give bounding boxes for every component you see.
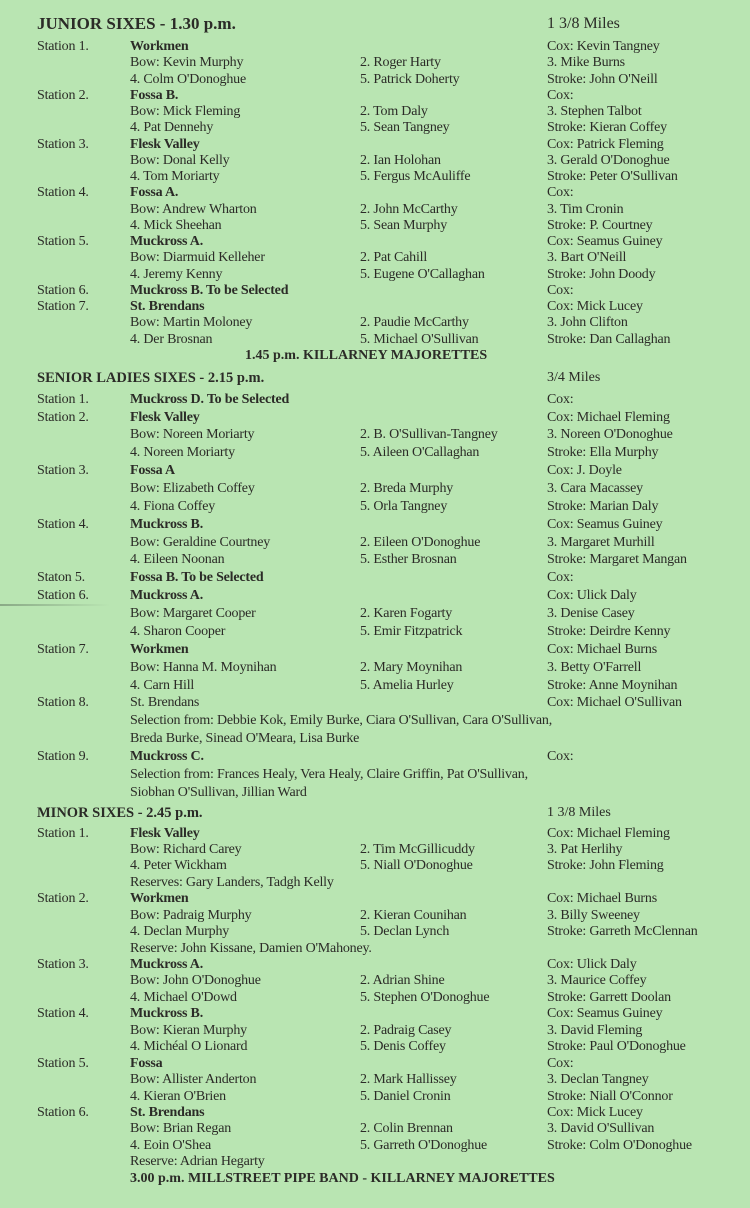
crew-member: 4. Mick Sheehan	[130, 217, 222, 233]
station-row	[0, 234, 750, 250]
crew-member: 4. Michéal O Lionard	[130, 1039, 248, 1055]
club-name: Muckross A.	[130, 234, 203, 249]
crew-member-right: Cox: Mick Lucey	[547, 299, 643, 314]
club-name: Muckross B. To be Selected	[130, 282, 289, 298]
note-text: Reserve: Adrian Hegarty	[130, 1154, 265, 1170]
station-label: Station 6.	[37, 588, 89, 604]
crew-member-right: Cox: Michael Burns	[547, 891, 657, 907]
crew-member: 2. Breda Murphy	[360, 481, 454, 497]
crew-member: 2. Karen Fogarty	[360, 606, 453, 622]
crew-row	[0, 104, 750, 120]
station-row	[0, 826, 750, 842]
crew-member-right: 3. Maurice Coffey	[547, 973, 647, 989]
club-name: Fossa	[130, 1055, 163, 1071]
crew-member-right: Cox: Patrick Fleming	[547, 136, 664, 152]
crew-member: 4. Noreen Moriarty	[130, 445, 235, 461]
crew-member-right: Cox: Ulick Daly	[547, 957, 637, 973]
crew-member-right: Stroke: Kieran Coffey	[547, 120, 667, 136]
crew-member: 5. Garreth O'Donoghue	[360, 1137, 488, 1153]
crew-member-right: Stroke: John Fleming	[547, 858, 664, 874]
crew-member: 5. Amelia Hurley	[360, 677, 454, 693]
crew-member-right: 3. John Clifton	[547, 315, 628, 331]
station-label: Staton 5.	[37, 570, 85, 586]
crew-member-right: 3. Noreen O'Donoghue	[547, 427, 673, 443]
crew-member-right: Cox: Michael Burns	[547, 641, 657, 657]
club-name: Fossa B. To be Selected	[130, 570, 264, 586]
crew-member: 4. Declan Murphy	[130, 924, 230, 940]
crew-row	[0, 169, 750, 185]
note-text: Reserves: Gary Landers, Tadgh Kelly	[130, 874, 334, 890]
crew-row	[0, 332, 750, 348]
crew-member-right: Cox: Seamus Guiney	[547, 234, 663, 249]
crew-member-right: Cox: Kevin Tangney	[547, 39, 660, 54]
crew-member-right: Stroke: Garrett Doolan	[547, 989, 671, 1005]
crew-member: 2. Roger Harty	[360, 55, 441, 71]
crew-member-right: Cox: Mick Lucey	[547, 1104, 643, 1120]
crew-member: 5. Fergus McAuliffe	[360, 169, 471, 184]
station-label: Station 6.	[37, 1104, 89, 1120]
race-section	[0, 368, 750, 802]
crew-row	[0, 924, 750, 940]
crew-member: Bow: Kieran Murphy	[130, 1022, 247, 1038]
crew-member: 2. B. O'Sullivan-Tangney	[360, 427, 498, 443]
crew-row	[0, 677, 750, 695]
crew-member-right: Stroke: Niall O'Connor	[547, 1088, 673, 1104]
note-row	[0, 766, 750, 784]
crew-member: 5. Esther Brosnan	[360, 552, 457, 568]
station-row	[0, 748, 750, 766]
club-name: Muckross A.	[130, 588, 203, 604]
crew-member: 4. Der Brosnan	[130, 331, 213, 347]
crew-member: 5. Orla Tangney	[360, 498, 448, 514]
crew-member: 4. Kieran O'Brien	[130, 1088, 226, 1104]
station-row	[0, 1056, 750, 1072]
station-label: Station 5.	[37, 1055, 89, 1071]
race-heading	[0, 368, 750, 388]
crew-row	[0, 1023, 750, 1039]
note-text: Reserve: John Kissane, Damien O'Mahoney.	[130, 940, 372, 956]
crew-member-right: 3. David O'Sullivan	[547, 1121, 655, 1137]
club-name: Muckross B.	[130, 1006, 203, 1022]
crew-row	[0, 444, 750, 462]
station-label: Station 5.	[37, 234, 89, 249]
crew-row	[0, 267, 750, 283]
crew-row	[0, 551, 750, 569]
station-row	[0, 283, 750, 299]
club-name: St. Brendans	[130, 1104, 205, 1120]
crew-member: 2. Adrian Shine	[360, 973, 445, 989]
station-row	[0, 516, 750, 534]
station-row	[0, 587, 750, 605]
crew-member: 5. Daniel Cronin	[360, 1088, 451, 1104]
crew-member: Bow: Margaret Cooper	[130, 606, 256, 622]
crew-row	[0, 908, 750, 924]
interlude-text: 1.45 p.m. KILLARNEY MAJORETTES	[245, 347, 488, 363]
note-row	[0, 875, 750, 891]
station-label: Station 9.	[37, 748, 89, 764]
crew-row	[0, 605, 750, 623]
crew-member: Bow: Richard Carey	[130, 841, 242, 857]
club-name: Workmen	[130, 641, 189, 657]
note-text: Breda Burke, Sinead O'Meara, Lisa Burke	[130, 731, 360, 747]
crew-member: Bow: Brian Regan	[130, 1121, 232, 1137]
crew-member: 4. Eileen Noonan	[130, 552, 225, 568]
crew-member: 5. Michael O'Sullivan	[360, 331, 479, 347]
station-row	[0, 88, 750, 104]
note-text: Selection from: Frances Healy, Vera Healy, Claire Griffin, Pat O'Sullivan,	[130, 766, 528, 782]
crew-row	[0, 202, 750, 218]
crew-member-right: Cox:	[547, 391, 574, 407]
club-name: Fossa A	[130, 463, 175, 479]
crew-member: 5. Stephen O'Donoghue	[360, 989, 490, 1005]
race-heading	[0, 803, 750, 823]
crew-member: Bow: Allister Anderton	[130, 1072, 257, 1088]
crew-member-right: 3. Cara Macassey	[547, 481, 643, 497]
crew-row	[0, 1089, 750, 1105]
crew-member-right: 3. Gerald O'Donoghue	[547, 152, 670, 168]
crew-member-right: Stroke: Marian Daly	[547, 498, 659, 514]
station-label: Station 3.	[37, 463, 89, 479]
station-row	[0, 391, 750, 409]
crew-member: Bow: Diarmuid Kelleher	[130, 250, 265, 266]
station-label: Station 1.	[37, 391, 89, 407]
station-label: Station 2.	[37, 87, 89, 103]
station-row	[0, 409, 750, 427]
crew-row	[0, 153, 750, 169]
crew-member: 5. Eugene O'Callaghan	[360, 266, 485, 282]
station-label: Station 3.	[37, 136, 89, 152]
station-label: Station 6.	[37, 282, 89, 298]
crew-member-right: 3. Mike Burns	[547, 55, 625, 71]
station-label: Station 2.	[37, 891, 89, 907]
crew-member: 5. Declan Lynch	[360, 924, 450, 940]
crew-member-right: Cox: Michael Fleming	[547, 825, 670, 841]
club-name: Muckross A.	[130, 957, 203, 973]
crew-member: Bow: Martin Moloney	[130, 315, 253, 331]
crew-member: 4. Eoin O'Shea	[130, 1137, 211, 1153]
crew-member-right: Cox: Seamus Guiney	[547, 1006, 663, 1022]
note-text: Selection from: Debbie Kok, Emily Burke, Ciara O'Sullivan, Cara O'Sullivan,	[130, 713, 553, 729]
race-heading	[0, 14, 750, 34]
club-name: Flesk Valley	[130, 409, 200, 425]
crew-member-right: Stroke: Garreth McClennan	[547, 924, 698, 940]
crew-member-right: Cox:	[547, 282, 574, 298]
crew-row	[0, 480, 750, 498]
crew-row	[0, 1039, 750, 1055]
station-label: Station 7.	[37, 641, 89, 657]
club-name: Flesk Valley	[130, 825, 200, 841]
crew-member-right: Cox:	[547, 1055, 574, 1071]
crew-member-right: 3. Margaret Murhill	[547, 534, 655, 550]
crew-member: 5. Niall O'Donoghue	[360, 858, 473, 874]
interlude-event	[0, 1171, 750, 1187]
crew-row	[0, 990, 750, 1006]
station-row	[0, 39, 750, 55]
station-row	[0, 185, 750, 201]
crew-member-right: Cox: Michael Fleming	[547, 409, 670, 425]
crew-member-right: Cox: Ulick Daly	[547, 588, 637, 604]
crew-member: 4. Sharon Cooper	[130, 623, 226, 639]
crew-member-right: Stroke: Margaret Mangan	[547, 552, 687, 568]
crew-member: 4. Colm O'Donoghue	[130, 71, 246, 87]
crew-member: Bow: Geraldine Courtney	[130, 534, 271, 550]
crew-member-right: 3. Denise Casey	[547, 606, 635, 622]
crew-member-right: Stroke: John Doody	[547, 266, 656, 282]
station-label: Station 8.	[37, 695, 89, 711]
crew-member: 4. Tom Moriarty	[130, 169, 220, 184]
club-name: Fossa B.	[130, 87, 179, 103]
station-label: Station 7.	[37, 299, 89, 314]
crew-row	[0, 694, 750, 712]
club-name: St. Brendans	[130, 299, 205, 314]
crew-member: 5. Sean Tangney	[360, 120, 450, 136]
race-distance: 3/4 Miles	[547, 369, 601, 385]
crew-member-right: 3. Bart O'Neill	[547, 250, 627, 266]
crew-member: Bow: Noreen Moriarty	[130, 427, 255, 443]
crew-member: Bow: Padraig Murphy	[130, 907, 252, 923]
crew-member-right: 3. Stephen Talbot	[547, 104, 642, 119]
crew-member: 4. Fiona Coffey	[130, 498, 216, 514]
crew-row	[0, 659, 750, 677]
crew-member-right: 3. David Fleming	[547, 1022, 643, 1038]
station-label: Station 4.	[37, 185, 89, 201]
station-row	[0, 569, 750, 587]
crew-member-right: Cox:	[547, 185, 574, 201]
race-title: JUNIOR SIXES - 1.30 p.m.	[37, 14, 236, 33]
club-name: Workmen	[130, 891, 189, 907]
crew-row	[0, 1072, 750, 1088]
note-text: Siobhan O'Sullivan, Jillian Ward	[130, 784, 307, 800]
crew-member: St. Brendans	[130, 695, 200, 711]
crew-member-right: Stroke: P. Courtney	[547, 217, 653, 233]
note-row	[0, 784, 750, 802]
crew-member: 2. Colin Brennan	[360, 1121, 453, 1137]
interlude-event	[0, 348, 750, 364]
crew-row	[0, 55, 750, 71]
club-name: Muckross B.	[130, 516, 203, 532]
crew-member-right: Stroke: Dan Callaghan	[547, 331, 671, 347]
station-label: Station 4.	[37, 1006, 89, 1022]
station-row	[0, 957, 750, 973]
crew-member-right: 3. Billy Sweeney	[547, 907, 640, 923]
crew-member: Bow: Hanna M. Moynihan	[130, 659, 277, 675]
crew-row	[0, 218, 750, 234]
crew-row	[0, 315, 750, 331]
club-name: Workmen	[130, 39, 189, 54]
crew-member: 2. Tim McGillicuddy	[360, 841, 475, 857]
station-row	[0, 299, 750, 315]
station-row	[0, 137, 750, 153]
crew-row	[0, 498, 750, 516]
crew-member: 5. Sean Murphy	[360, 217, 448, 233]
crew-member: Bow: Andrew Wharton	[130, 201, 257, 217]
crew-member: 5. Emir Fitzpatrick	[360, 623, 463, 639]
club-name: Fossa A.	[130, 185, 179, 201]
crew-member-right: Stroke: Paul O'Donoghue	[547, 1039, 686, 1055]
crew-member-right: 3. Tim Cronin	[547, 201, 624, 217]
race-section	[0, 803, 750, 1187]
station-row	[0, 891, 750, 907]
crew-member: Bow: Kevin Murphy	[130, 55, 244, 71]
crew-row	[0, 72, 750, 88]
crew-row	[0, 120, 750, 136]
crew-member: 5. Denis Coffey	[360, 1039, 446, 1055]
crew-member-right: Stroke: Peter O'Sullivan	[547, 169, 678, 184]
station-label: Station 4.	[37, 516, 89, 532]
crew-member-right: Cox: Michael O'Sullivan	[547, 695, 682, 711]
crew-row	[0, 858, 750, 874]
crew-row	[0, 426, 750, 444]
station-row	[0, 641, 750, 659]
club-name: Flesk Valley	[130, 136, 200, 152]
crew-member: Bow: Donal Kelly	[130, 152, 230, 168]
crew-member: 4. Carn Hill	[130, 677, 195, 693]
crew-member-right: 3. Pat Herlihy	[547, 841, 623, 857]
race-title: SENIOR LADIES SIXES - 2.15 p.m.	[37, 369, 265, 386]
crew-member-right: Cox:	[547, 87, 574, 103]
station-label: Station 1.	[37, 825, 89, 841]
race-programme-page	[0, 14, 750, 1187]
race-distance: 1 3/8 Miles	[547, 15, 620, 32]
crew-member: Bow: John O'Donoghue	[130, 973, 261, 989]
crew-row	[0, 842, 750, 858]
crew-member-right: Cox: J. Doyle	[547, 463, 622, 479]
note-row	[0, 712, 750, 730]
crew-member: 2. Ian Holohan	[360, 152, 441, 168]
crew-member: 4. Pat Dennehy	[130, 120, 214, 136]
crew-member: 2. Kieran Counihan	[360, 907, 467, 923]
crew-row	[0, 1138, 750, 1154]
crew-row	[0, 534, 750, 552]
club-name: Muckross C.	[130, 748, 204, 764]
note-row	[0, 941, 750, 957]
crew-row	[0, 973, 750, 989]
crew-member: 4. Michael O'Dowd	[130, 989, 237, 1005]
crew-member: 2. Mark Hallissey	[360, 1072, 457, 1088]
crew-row	[0, 250, 750, 266]
crew-member: 4. Jeremy Kenny	[130, 266, 223, 282]
crew-member: 2. John McCarthy	[360, 201, 458, 217]
crew-member: 2. Paudie McCarthy	[360, 315, 469, 331]
station-label: Station 1.	[37, 39, 89, 54]
race-section	[0, 14, 750, 364]
crew-member-right: Stroke: Anne Moynihan	[547, 677, 678, 693]
crew-member-right: Stroke: Ella Murphy	[547, 445, 659, 461]
crew-member-right: Stroke: Colm O'Donoghue	[547, 1137, 692, 1153]
crew-member-right: Cox: Seamus Guiney	[547, 516, 663, 532]
crew-member: 2. Mary Moynihan	[360, 659, 463, 675]
crew-member: 2. Eileen O'Donoghue	[360, 534, 481, 550]
crew-member: 2. Tom Daly	[360, 104, 428, 119]
interlude-text: 3.00 p.m. MILLSTREET PIPE BAND - KILLARNEY MAJORETTES	[130, 1170, 555, 1186]
crew-member: 5. Patrick Doherty	[360, 71, 460, 87]
club-name: Muckross D. To be Selected	[130, 391, 290, 407]
note-row	[0, 730, 750, 748]
crew-member: 5. Aileen O'Callaghan	[360, 445, 480, 461]
crew-member-right: Stroke: John O'Neill	[547, 71, 658, 87]
crew-member: 4. Peter Wickham	[130, 858, 227, 874]
crew-member: 2. Pat Cahill	[360, 250, 428, 266]
crew-row	[0, 1121, 750, 1137]
crew-member-right: Cox:	[547, 748, 574, 764]
race-title: MINOR SIXES - 2.45 p.m.	[37, 804, 203, 821]
station-label: Station 3.	[37, 957, 89, 973]
station-label: Station 2.	[37, 409, 89, 425]
crew-row	[0, 623, 750, 641]
race-distance: 1 3/8 Miles	[547, 804, 611, 820]
crew-member: Bow: Mick Fleming	[130, 104, 241, 119]
note-row	[0, 1154, 750, 1170]
station-row	[0, 1006, 750, 1022]
station-row	[0, 1105, 750, 1121]
crew-member-right: 3. Betty O'Farrell	[547, 659, 642, 675]
crew-member-right: 3. Declan Tangney	[547, 1072, 649, 1088]
crew-member-right: Cox:	[547, 570, 574, 586]
crew-member: 2. Padraig Casey	[360, 1022, 452, 1038]
crew-member: Bow: Elizabeth Coffey	[130, 481, 255, 497]
station-row	[0, 462, 750, 480]
crew-member-right: Stroke: Deirdre Kenny	[547, 623, 671, 639]
